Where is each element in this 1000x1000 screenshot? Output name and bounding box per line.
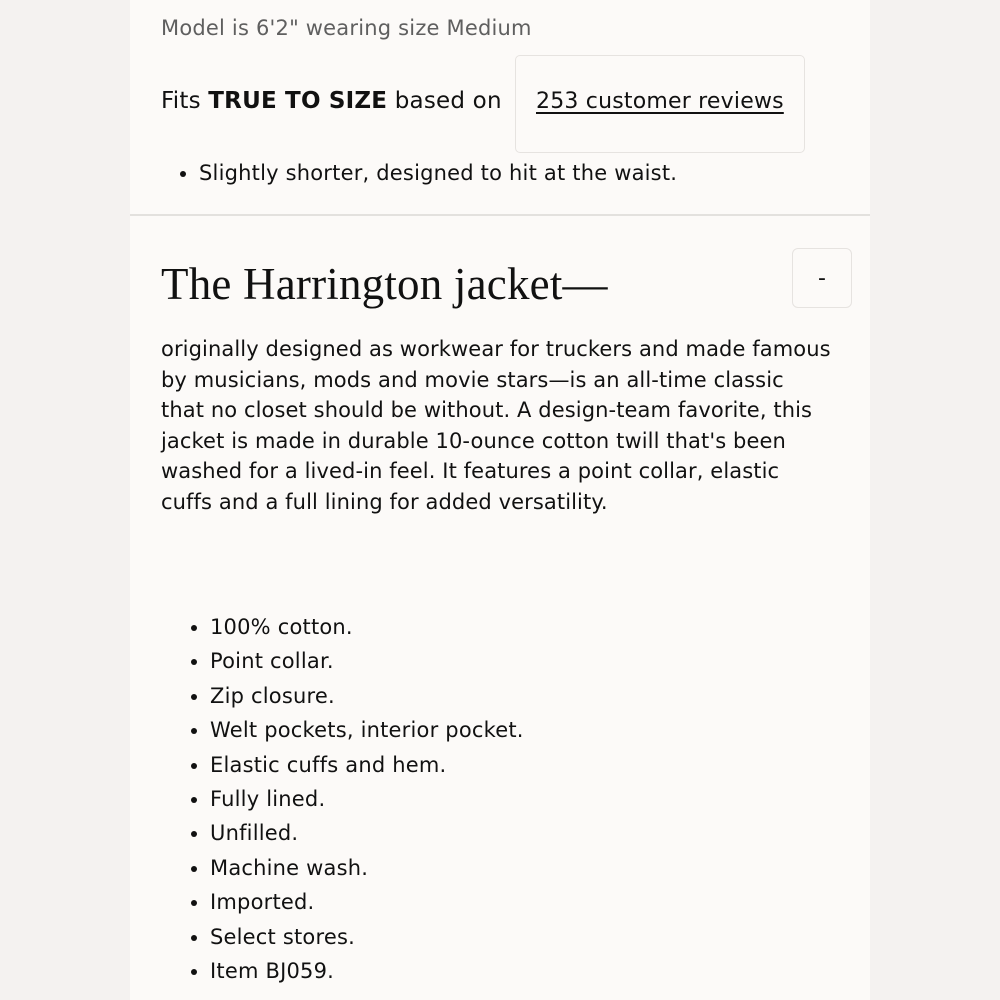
feature-item: • Point collar. [210, 644, 524, 678]
section-divider [130, 214, 870, 216]
collapse-details-button[interactable]: - [792, 248, 852, 308]
feature-item: • Unfilled. [210, 816, 524, 850]
product-features-list [186, 610, 524, 988]
fit-summary [161, 88, 502, 114]
customer-reviews-link[interactable]: 253 customer reviews [536, 89, 784, 114]
model-size-note: Model is 6'2" wearing size Medium [161, 16, 532, 40]
feature-item: • Welt pockets, interior pocket. [210, 713, 524, 747]
feature-item: • Elastic cuffs and hem. [210, 748, 524, 782]
product-details-panel [130, 0, 870, 1000]
feature-item: • Imported. [210, 885, 524, 919]
feature-item: • 100% cotton. [210, 610, 524, 644]
feature-item: • Fully lined. [210, 782, 524, 816]
feature-item: • Zip closure. [210, 679, 524, 713]
feature-item: • Machine wash. [210, 851, 524, 885]
feature-item: • Select stores. [210, 920, 524, 954]
product-description: originally designed as workwear for truckers and made famous by musicians, mods and movie stars—is an all-time classic that no closet should be without. A design-team favorite, this jacket is made in durable 10-ounce cotton twill that's been washed for a lived-in feel. It features a point collar, elastic cuffs and a full lining for added versatility. [161, 337, 831, 514]
fit-note-item: • Slightly shorter, designed to hit at the waist. [199, 158, 677, 188]
fit-rating: TRUE TO SIZE [208, 88, 388, 114]
feature-item: • Item BJ059. [210, 954, 524, 988]
details-section-title: The Harrington jacket— [161, 259, 608, 309]
reviews-link-box[interactable] [515, 55, 805, 153]
fit-suffix: based on [387, 88, 502, 114]
fit-prefix: Fits [161, 88, 209, 114]
fit-notes-list [175, 158, 677, 188]
